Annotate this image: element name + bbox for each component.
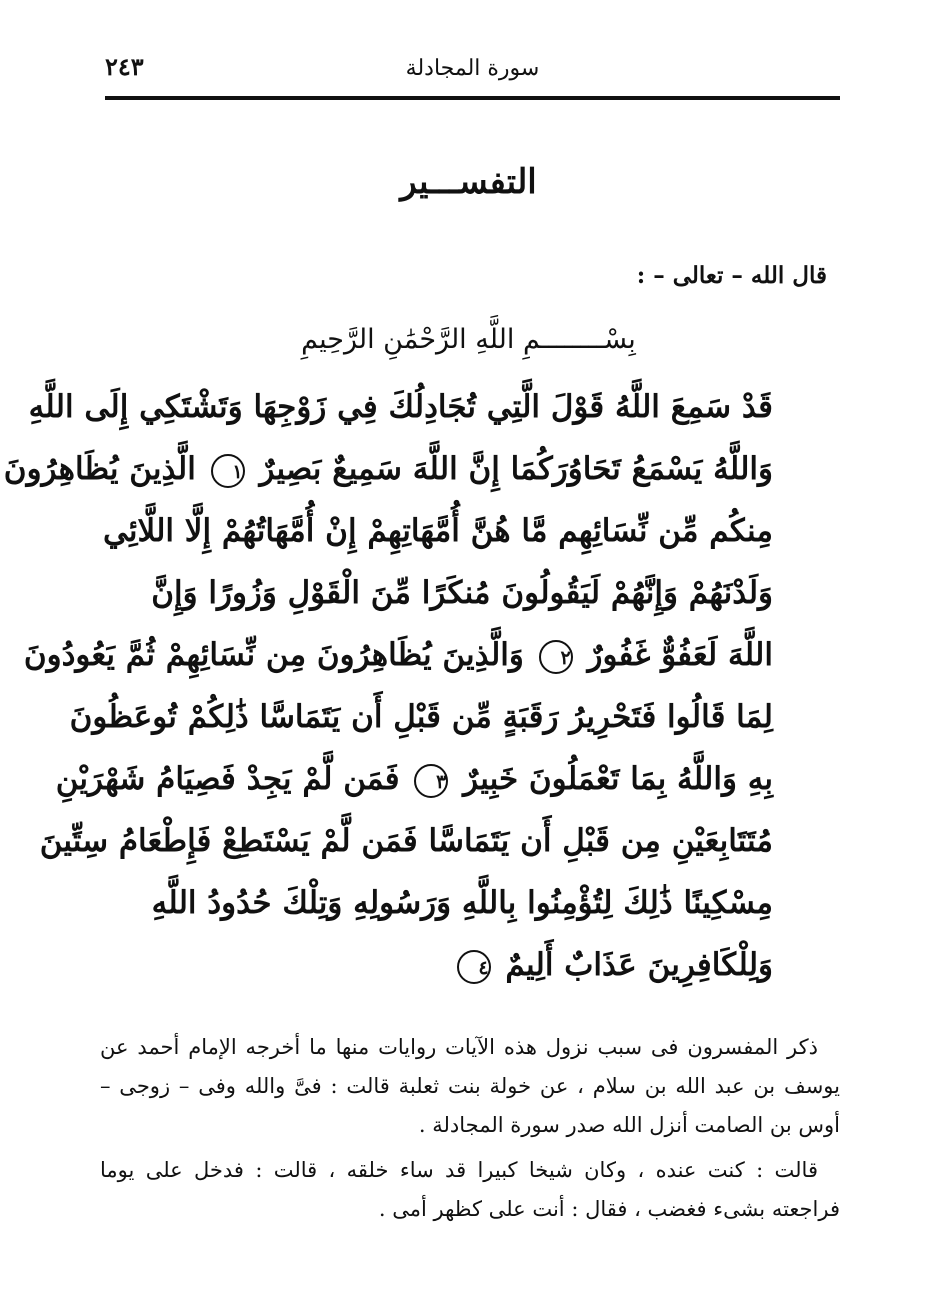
verse-text: مُتَتَابِعَيْنِ مِن قَبْلِ أَن يَتَمَاسَّا فَمَن لَّمْ يَسْتَطِعْ فَإِطْعَامُ سِتِّينَ	[39, 823, 773, 859]
verse-line-6	[69, 686, 773, 748]
page-number: ٢٤٣	[105, 52, 144, 81]
verse-text: وَلَدْنَهُمْ وَإِنَّهُمْ لَيَقُولُونَ مُنكَرًا مِّنَ الْقَوْلِ وَزُورًا وَإِنَّ	[151, 575, 773, 611]
commentary	[100, 1028, 840, 1229]
verse-line-4	[151, 562, 773, 624]
verse-line-3	[102, 500, 773, 562]
verse-line-2	[3, 438, 773, 500]
verse-text: بِهِ وَاللَّهُ بِمَا تَعْمَلُونَ خَبِيرٌ	[463, 761, 773, 797]
verse-text: اللَّهَ لَعَفُوٌّ غَفُورٌ	[587, 637, 773, 673]
verse-line-7	[55, 748, 773, 810]
header-rule	[105, 96, 840, 100]
verse-text: الَّذِينَ يُظَاهِرُونَ	[3, 451, 196, 487]
verse-line-5	[23, 624, 773, 686]
ayah-number-marker: ١	[211, 454, 245, 488]
verse-line-9	[151, 872, 773, 934]
verse-text: وَالَّذِينَ يُظَاهِرُونَ مِن نِّسَائِهِمْ ثُمَّ يَعُودُونَ	[23, 637, 524, 673]
quran-verses	[3, 376, 773, 996]
verse-text: قَدْ سَمِعَ اللَّهُ قَوْلَ الَّتِي تُجَادِلُكَ فِي زَوْجِهَا وَتَشْتَكِي إِلَى اللَّهِ	[28, 389, 773, 425]
section-title: التفســـير	[400, 162, 537, 202]
ayah-number-marker: ٢	[539, 640, 573, 674]
page-header	[105, 48, 840, 88]
commentary-paragraph: ذكر المفسرون فى سبب نزول هذه الآيات روايات منها ما أخرجه الإمام أحمد عن يوسف بن عبد الله بن سلام ، عن خولة بنت ثعلبة قالت : فىَّ والله وفى – زوجى – أوس بن الصامت أنزل الله صدر سورة المجادلة .	[100, 1035, 840, 1137]
basmala: بِسْــــــــمِ اللَّهِ الرَّحْمَٰنِ الرَّحِيمِ	[301, 324, 636, 355]
verse-text: فَمَن لَّمْ يَجِدْ فَصِيَامُ شَهْرَيْنِ	[55, 761, 400, 797]
verse-line-8	[39, 810, 773, 872]
verse-text: لِمَا قَالُوا فَتَحْرِيرُ رَقَبَةٍ مِّن قَبْلِ أَن يَتَمَاسَّا ذَٰلِكُمْ تُوعَظُونَ	[69, 699, 773, 735]
ayah-number-marker: ٣	[414, 764, 448, 798]
verse-line-10	[183, 934, 773, 996]
verse-text: وَاللَّهُ يَسْمَعُ تَحَاوُرَكُمَا إِنَّ اللَّهَ سَمِيعٌ بَصِيرٌ	[259, 451, 773, 487]
running-title: سورة المجادلة	[405, 56, 540, 81]
intro-line: قال الله – تعالى – :	[636, 262, 827, 289]
ayah-number-marker: ٤	[457, 950, 491, 984]
verse-text: مِسْكِينًا ذَٰلِكَ لِتُؤْمِنُوا بِاللَّهِ وَرَسُولِهِ وَتِلْكَ حُدُودُ اللَّهِ	[151, 885, 773, 921]
commentary-paragraph: قالت : كنت عنده ، وكان شيخا كبيرا قد ساء خلقه ، قالت : فدخل على يوما فراجعته بشىء فغضب ، فقال : أنت على كظهر أمى .	[100, 1158, 840, 1221]
verse-text: مِنكُم مِّن نِّسَائِهِم مَّا هُنَّ أُمَّهَاتِهِمْ إِنْ أُمَّهَاتُهُمْ إِلَّا اللَّائِي	[102, 513, 773, 549]
verse-line-1	[28, 376, 773, 438]
verse-text: وَلِلْكَافِرِينَ عَذَابٌ أَلِيمٌ	[505, 947, 773, 983]
